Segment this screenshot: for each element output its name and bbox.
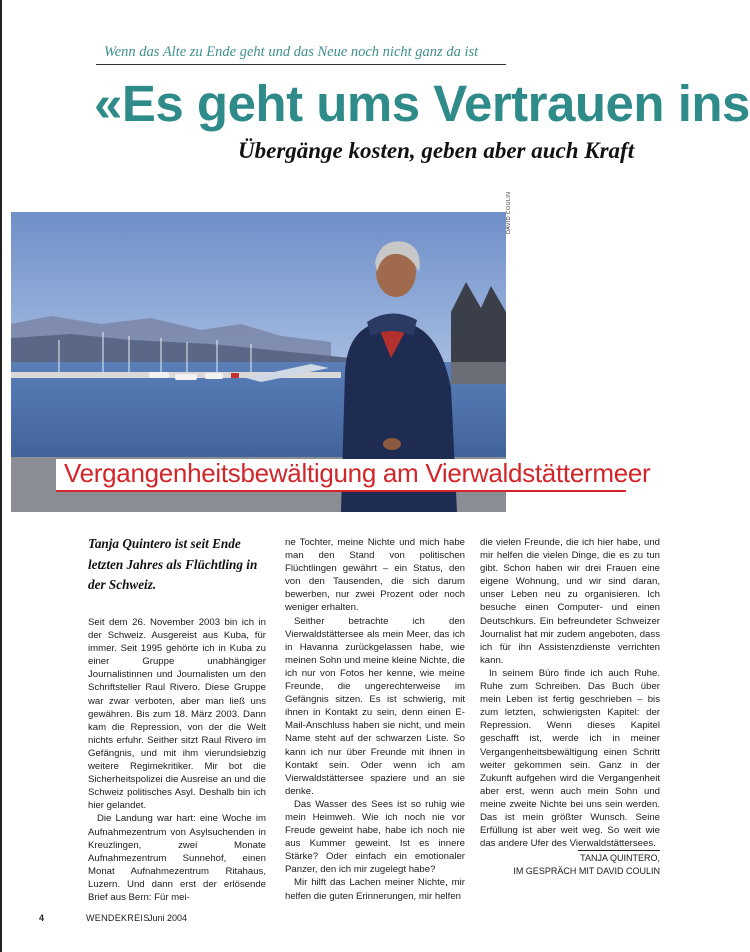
page-number: 4 [39,913,45,923]
author-signoff [480,852,660,878]
subheadline: Übergänge kosten, geben aber auch Kraft [238,138,635,163]
issue-date: Juni 2004 [148,913,188,923]
signoff-line: TANJA QUINTERO, [580,853,660,863]
article-column-3 [480,536,660,850]
article-lead: Tanja Quintero ist seit Ende letzten Jahres als Flüchtling in der Schweiz. [88,536,258,592]
kicker-line: Wenn das Alte zu Ende geht und das Neue noch nicht ganz da ist [104,44,479,60]
photo-credit-text: DAVID COULIN [506,191,512,234]
magazine-name: WENDEKREIS [86,913,150,923]
signoff-rule [578,850,660,851]
caption-rule [56,490,626,492]
paragraph: Das Wasser des Sees ist so ruhig wie mein Heimweh. Wie ich noch nie vor Freude geweint habe, habe ich noch nie aus Kummer geweint. Ist es innere Stärke? Oder einfach ein emotionaler Panzer, den ich mir zugelegt habe? [285,798,465,876]
photo-credit [506,186,516,234]
paragraph: Mir hilft das Lachen meiner Nichte, mir helfen die guten Erinnerungen, mir helfen [285,877,465,902]
page-edge-rule [0,0,2,952]
paragraph: Seit dem 26. November 2003 bin ich in der Schweiz. Ausgereist aus Kuba, für immer. Seit 1995 gehörte ich in Kuba zu einer Gruppe unabhängiger Journalistinnen und Journalisten um den Schriftsteller Raul Rivero. Diese Gruppe war zwar verboten, aber man ließ uns gewähren. Bis zum 18. März 2003. Dann kam die Repression, von der die Welt nichts erfuhr. Seither sitzt Raul Rivero im Gefängnis, und mit ihm vierundsiebzig weitere Regimekritiker. Mir bot die Sicherheitspolizei die Ausreise an und die Schweiz politisches Asyl. Deshalb bin ich hier gelandet. [88,617,266,812]
paragraph: Die Landung war hart: eine Woche im Aufnahmezentrum von Asylsuchenden in Kreuzlingen, zwei Monate Aufnahmezentrum Sunnehof, einen Monat Aufnahmezentrum Ritahaus, Luzern. Und dann erst der erlösende Brief aus Bern: Für mei- [88,813,266,903]
paragraph: Seither betrachte ich den Vierwaldstättersee als mein Meer, das ich in Havanna zurückgelassen habe, wie meinen Sohn und meine kleine Nichte, die ich nur von Fotos her kenne, wie meine Freunde, die ungerechterweise im Gefängnis sitzen. Es ist schwierig, mit ihnen in Kontakt zu sein, denn einen E-Mail-Anschluss haben sie nicht, und mein Name steht auf der schwarzen Liste. So kann ich nur über Freunde mit ihnen in Kontakt sein. Oder wenn ich am Vierwaldstättersee spaziere und an sie denke. [285,615,465,797]
paragraph: die vielen Freunde, die ich hier habe, und mir helfen die vielen Dinge, die es zu tun gibt. Schon haben wir drei Frauen eine eigene Wohnung, und wir sind daran, unser Leben neu zu organisieren. Ich besuche einen Computer- und einen Deutschkurs. Ein befreundeter Schweizer Journalist hat mir zudem angeboten, dass ich für ihn Assistenzdienste verrichten kann. [480,537,660,666]
signoff-line: IM GESPRÄCH MIT DAVID COULIN [513,866,660,876]
headline: «Es geht ums Vertrauen ins [94,75,750,132]
article-column-1 [88,616,266,904]
shore-building [451,362,506,384]
article-column-2 [285,536,465,903]
paragraph: ne Tochter, meine Nichte und mich habe man den Stand von politischen Flüchtlingen gewährt – ein Status, den von den Tausenden, die sich darum bewerben, nur zwei Prozent oder noch weniger erhalten. [285,537,465,614]
red-boat [231,373,239,378]
paragraph: In seinem Büro finde ich auch Ruhe. Ruhe zum Schreiben. Das Buch über mein Leben ist fertig geschrieben – bis zum letzten, schwierigsten Kapitel: der Repression. Wenn dieses Kapitel geschafft ist, werde ich in meiner Vergangenheitsbewältigung einen Schritt weiter gekommen sein. Ganz in der Zukunft aufgehen wird die Vergangenheit aber erst, wenn auch mein Sohn und meine zweite Nichte bei uns sein werden. Das ist mein größter Wunsch. Seine Erfüllung ist aber weit weg. So weit wie das andere Ufer des Vierwaldstättersees. [480,667,660,850]
photo-caption: Vergangenheitsbewältigung am Vierwaldstättermeer [64,458,651,488]
kicker-rule [96,64,506,65]
